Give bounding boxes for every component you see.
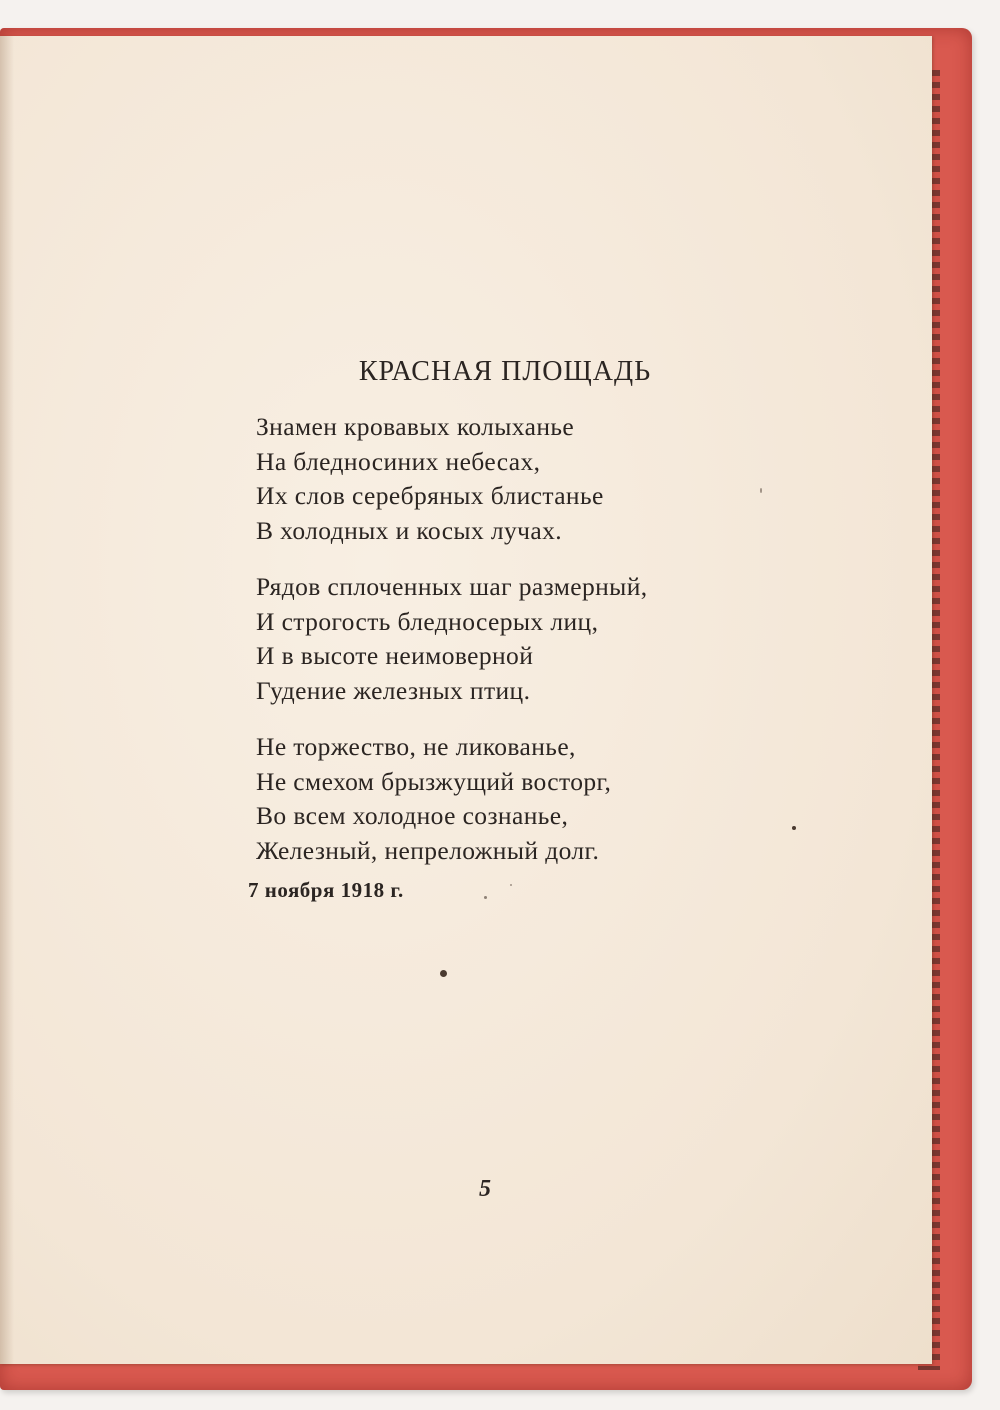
poem-line: И строгость бледносерых лиц, (256, 606, 599, 636)
poem-line: Их слов серебряных блистанье (256, 481, 604, 510)
poem-body (256, 410, 776, 890)
page-binding-shadow (0, 36, 14, 1364)
poem-line: В холодных и косых лучах. (256, 515, 563, 545)
stanza (256, 730, 776, 868)
poem-date: 7 ноября 1918 г. (248, 878, 404, 902)
ink-speck (792, 826, 796, 830)
ink-speck (760, 488, 762, 493)
poem-title: КРАСНАЯ ПЛОЩАДЬ (358, 356, 652, 387)
ink-speck (510, 884, 512, 886)
poem-line: Не торжество, не ликованье, (256, 732, 576, 761)
stanza (256, 570, 776, 708)
ink-speck (484, 896, 487, 899)
poem-line: Железный, непреложный долг. (256, 835, 600, 865)
poem-line: Знамен кровавых колыханье (256, 412, 575, 441)
page-number: 5 (479, 1176, 491, 1202)
stanza (256, 410, 776, 548)
poem-line: На бледносиних небесах, (256, 446, 541, 476)
poem-line: Гудение железных птиц. (256, 675, 531, 705)
poem-line: Во всем холодное сознанье, (256, 801, 569, 830)
poem-line: Не смехом брызжущий восторг, (256, 766, 612, 796)
poem-line: Рядов сплоченных шаг размерный, (256, 572, 648, 601)
ink-speck (440, 970, 447, 977)
poem-line: И в высоте неимоверной (256, 641, 534, 670)
